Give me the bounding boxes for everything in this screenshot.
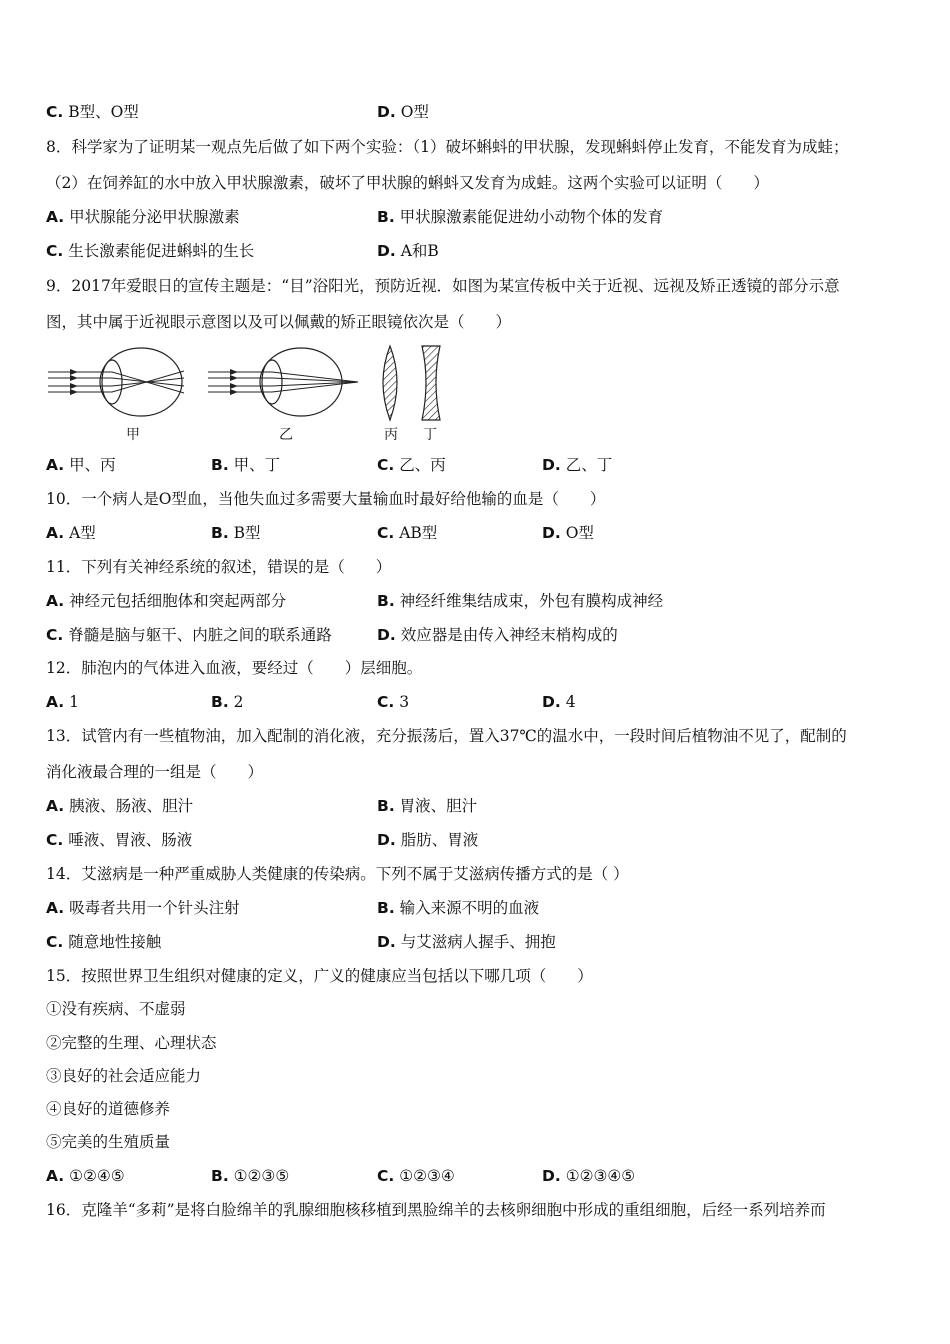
question-13-line-1: 13．试管内有一些植物油，加入配制的消化液，充分振荡后，置入37℃的温水中，一段时间后植物油不见了，配制的: [46, 727, 847, 745]
question-9-line-2: 图，其中属于近视眼示意图以及可以佩戴的矫正眼镜依次是（ ）: [46, 313, 512, 331]
option-a: A. 1: [46, 693, 79, 711]
question-8-line-2: （2）在饲养缸的水中放入甲状腺激素，破坏了甲状腺的蝌蚪又发育为成蛙。这两个实验可以证明（ ）: [46, 174, 769, 192]
option-c: C. 3: [377, 693, 410, 711]
option-a: A. A型: [46, 524, 96, 542]
option-b: B. 甲、丁: [211, 456, 281, 474]
option-b: B. 胃液、胆汁: [377, 797, 478, 815]
figure-label-yi: 乙: [279, 427, 293, 443]
option-b: B. 2: [211, 693, 244, 711]
option-c: C. 唾液、胃液、肠液: [46, 831, 193, 849]
option-c: C. AB型: [377, 524, 438, 542]
eye-diagram-yi: [208, 348, 358, 416]
option-d: D. ①②③④⑤: [542, 1167, 636, 1185]
option-b: B. B型: [211, 524, 261, 542]
concave-lens: [422, 346, 440, 420]
option-a: A. 吸毒者共用一个针头注射: [46, 899, 240, 917]
option-a: A. 胰液、肠液、胆汁: [46, 797, 194, 815]
option-c: C. 脊髓是脑与躯干、内脏之间的联系通路: [46, 626, 332, 644]
question-10: 10．一个病人是O型血，当他失血过多需要大量输血时最好给他输的血是（ ）: [46, 490, 606, 508]
option-a: A. 神经元包括细胞体和突起两部分: [46, 592, 287, 610]
question-16-line-1: 16．克隆羊“多莉”是将白脸绵羊的乳腺细胞核移植到黑脸绵羊的去核卵细胞中形成的重组细胞，后经一系列培养而: [46, 1201, 826, 1219]
option-b: B. 输入来源不明的血液: [377, 899, 540, 917]
option-d: D. O型: [377, 103, 429, 121]
question-9-line-1: 9．2017年爱眼日的宣传主题是：“目”浴阳光，预防近视．如图为某宣传板中关于近视、远视及矫正透镜的部分示意: [46, 277, 840, 295]
question-8-line-1: 8．科学家为了证明某一观点先后做了如下两个实验：（1）破坏蝌蚪的甲状腺，发现蝌蚪停止发育，不能发育为成蛙；: [46, 138, 849, 156]
list-item: ②完整的生理、心理状态: [46, 1034, 217, 1052]
list-item: ①没有疾病、不虚弱: [46, 1000, 186, 1018]
eye-lens-diagram: [46, 342, 646, 446]
option-b: B. 神经纤维集结成束，外包有膜构成神经: [377, 592, 664, 610]
option-c: C. 生长激素能促进蝌蚪的生长: [46, 242, 255, 260]
list-item: ③良好的社会适应能力: [46, 1067, 202, 1085]
option-a: A. ①②④⑤: [46, 1167, 125, 1185]
option-d: D. 4: [542, 693, 576, 711]
option-c: C. 随意地性接触: [46, 933, 162, 951]
option-a: A. 甲状腺能分泌甲状腺激素: [46, 208, 240, 226]
option-a: A. 甲、丙: [46, 456, 116, 474]
eye-diagram-jia: [48, 348, 184, 416]
option-b: B. 甲状腺激素能促进幼小动物个体的发育: [377, 208, 664, 226]
question-15: 15．按照世界卫生组织对健康的定义，广义的健康应当包括以下哪几项（ ）: [46, 967, 593, 985]
list-item: ⑤完美的生殖质量: [46, 1133, 171, 1151]
figure-label-bing: 丙: [384, 427, 398, 443]
option-b: B. ①②③⑤: [211, 1167, 290, 1185]
figure-label-jia: 甲: [126, 427, 140, 443]
convex-lens: [383, 346, 397, 420]
option-c: C. ①②③④: [377, 1167, 455, 1185]
question-12: 12．肺泡内的气体进入血液，要经过（ ）层细胞。: [46, 659, 423, 677]
option-d: D. A和B: [377, 242, 439, 260]
option-c: C. B型、O型: [46, 103, 139, 121]
option-d: D. 乙、丁: [542, 456, 613, 474]
option-d: D. 脂肪、胃液: [377, 831, 479, 849]
list-item: ④良好的道德修养: [46, 1100, 171, 1118]
option-c: C. 乙、丙: [377, 456, 446, 474]
question-13-line-2: 消化液最合理的一组是（ ）: [46, 763, 264, 781]
option-d: D. 效应器是由传入神经末梢构成的: [377, 626, 618, 644]
option-d: D. O型: [542, 524, 594, 542]
question-11: 11．下列有关神经系统的叙述，错误的是（ ）: [46, 558, 392, 576]
option-d: D. 与艾滋病人握手、拥抱: [377, 933, 556, 951]
figure-label-ding: 丁: [423, 427, 437, 443]
question-14: 14．艾滋病是一种严重威胁人类健康的传染病。下列不属于艾滋病传播方式的是（ ）: [46, 865, 629, 883]
